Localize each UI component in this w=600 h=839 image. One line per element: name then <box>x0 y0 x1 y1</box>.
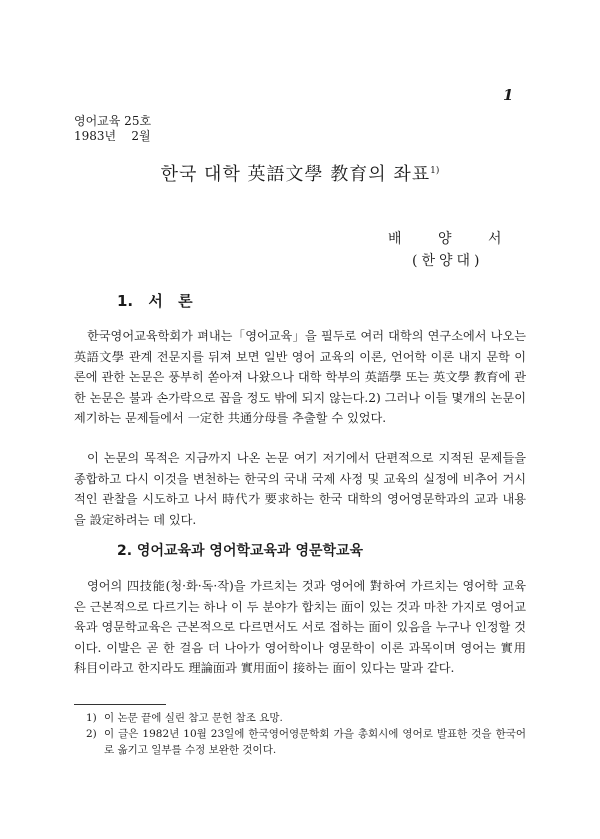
footnote-item <box>86 726 526 758</box>
paper-title-text: 한국 대학 英語文學 教育의 좌표 <box>160 164 431 185</box>
page-number: 1 <box>503 86 514 104</box>
paragraph: 영어의 四技能(청·화·독·작)을 가르치는 것과 영어에 對하여 가르치는 영어학 교육은 근본적으로 다르기는 하나 이 두 분야가 합치는 面이 있는 것과 마찬 가지로 영어교육과 영문학교육은 근본적으로 다르면서도 서로 접하는 面이 있음을 누구나 인정할 것이다. 이발은 곧 한 걸음 더 나아가 영어학이나 영문학이 이론 과목이며 영어는 實用 科目이라고 한지라도 理論面과 實用面이 接하는 面이 있다는 말과 같다. <box>74 579 526 675</box>
journal-issue: 영어교육 25호 <box>74 114 152 128</box>
paragraph: 한국영어교육학회가 펴내는「영어교육」을 필두로 여러 대학의 연구소에서 나오는 英語文學 관계 전문지를 뒤져 보면 일반 영어 교육의 이론, 언어학 이론 내지 문학 이론에 관한 논문은 풍부히 쏟아져 나왔으나 대학 학부의 英語學 또는 英文學 教育에 관한 논문은 불과 손가락으로 꼽을 정도 밖에 되지 않는다.2) 그러나 이들 몇개의 논문이 제기하는 문제들에서 一定한 共通分母를 추출할 수 있었다. <box>74 329 526 425</box>
journal-info <box>74 114 151 144</box>
journal-date: 1983년 2월 <box>74 129 151 143</box>
title-footnote-mark: 1) <box>430 166 440 176</box>
footnote-mark: 2) <box>86 728 97 740</box>
section-heading-english-education: 2. 영어교육과 영어학교육과 영문학교육 <box>117 543 364 559</box>
footnote-text: 이 글은 1982년 10월 23일에 한국영어영문학회 가을 총회시에 영어로 발표한 것을 한국어로 옮기고 일부를 수정 보완한 것이다. <box>104 728 526 756</box>
footnote-text: 이 논문 끝에 실린 참고 문헌 참조 요망. <box>104 712 283 724</box>
footnotes <box>86 710 526 758</box>
paper-title <box>0 160 600 186</box>
footnote-mark: 1) <box>86 712 97 724</box>
paragraph: 이 논문의 목적은 지금까지 나온 논문 여기 저기에서 단편적으로 지적된 문제들을 종합하고 다시 이것을 변천하는 한국의 국내 국제 사정 및 교육의 실정에 비추어 거시적인 관찰을 시도하고 나서 時代가 要求하는 한국 대학의 영어영문학과의 교과 내용을 設定하려는 데 있다. <box>74 451 526 527</box>
footnote-divider <box>74 704 166 705</box>
author-name: 배 양 서 <box>388 231 502 247</box>
footnote-item <box>86 710 526 726</box>
author-affiliation: (한양대) <box>412 253 484 269</box>
section-heading-introduction: 1. 서 론 <box>117 292 193 310</box>
